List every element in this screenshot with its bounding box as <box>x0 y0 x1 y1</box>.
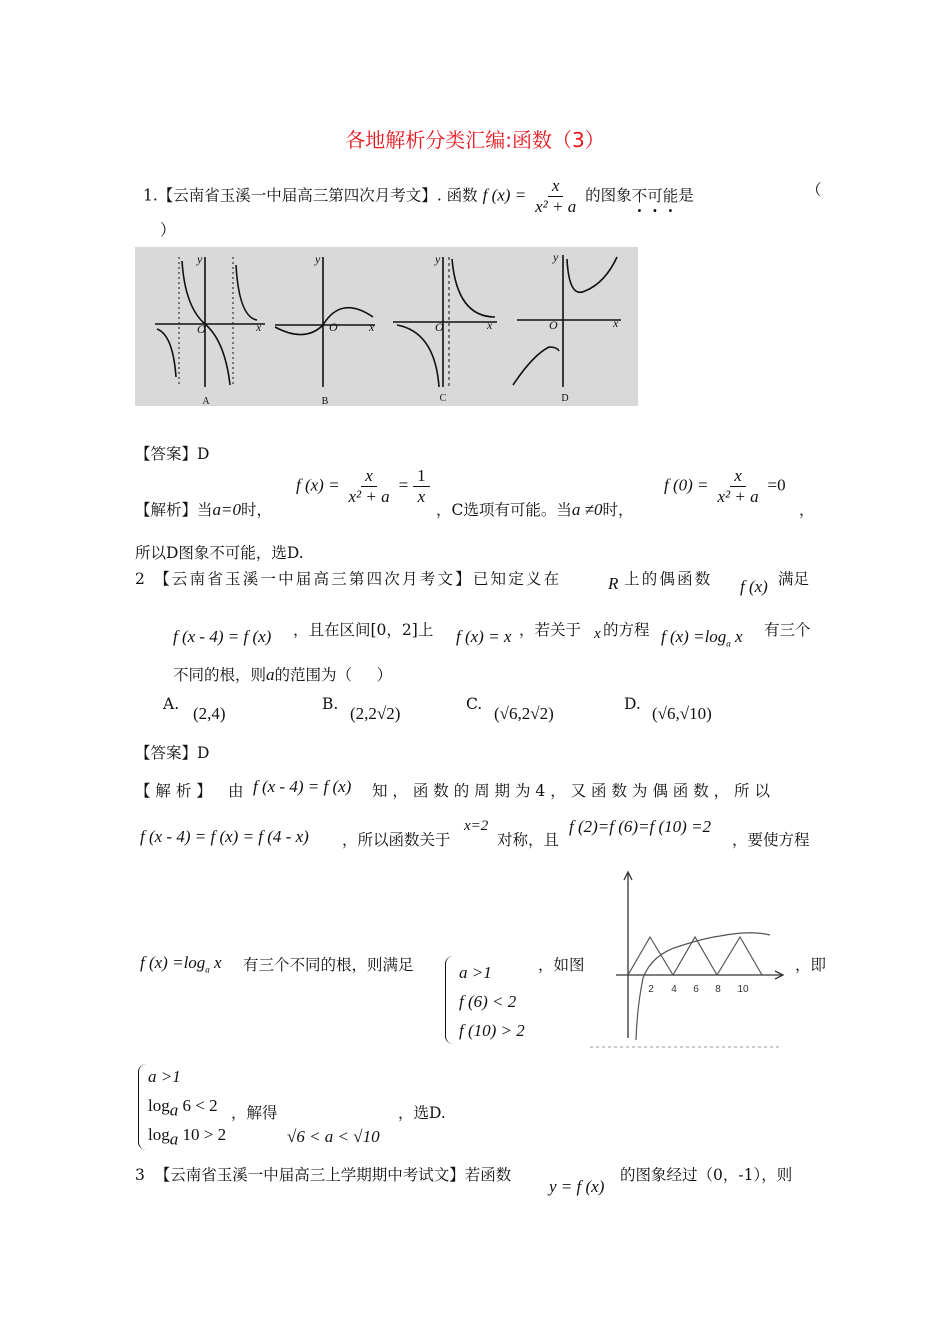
q2-sys2-row3 <box>148 1125 226 1149</box>
q2-option-c-label: C. <box>466 695 483 713</box>
q1-emph-2: 可 <box>647 186 663 205</box>
q2-eq-base: a <box>726 638 731 649</box>
q1-eq1-mid: = <box>398 475 409 495</box>
q2-sys1-row1: a >1 <box>459 963 492 982</box>
q2-option-a-value: (2,4) <box>193 704 226 723</box>
q2-line1 <box>135 567 561 589</box>
graph-label-b: B <box>321 396 329 406</box>
q2-graph-tick-6: 6 <box>693 984 699 995</box>
q2-an-c: ，所以函数关于 <box>342 831 451 849</box>
q1-stem-b: 的图象 <box>585 186 632 205</box>
q1-cond2: a ≠0 <box>571 500 603 519</box>
q2-option-d-label: D. <box>624 695 641 713</box>
q2-sys1-row3: f (10) > 2 <box>459 1021 525 1040</box>
q2-graph <box>590 868 790 1050</box>
q3-line1 <box>135 1163 511 1185</box>
q2-cond: f (x - 4) = f (x) <box>173 627 272 646</box>
q1-fx: f (x) = <box>482 185 527 205</box>
q1-frac-den: x² + a <box>535 197 577 216</box>
graph-label-a: A <box>202 396 210 406</box>
q3-number: 3 <box>135 1166 145 1184</box>
q2-eq-main: f (x) =log <box>661 627 727 646</box>
q1-analysis-mid <box>436 498 633 520</box>
q2-an-f: 有三个不同的根，则满足 <box>243 956 414 974</box>
q2-an-eq4-arg: x <box>209 953 222 972</box>
q1-answer-label: 【答案】 <box>135 445 198 463</box>
page-title: 各地解析分类汇编:函数（3） <box>345 128 605 152</box>
q2-stem-b: 上的偶函数 <box>624 570 713 588</box>
q3-stem-a: 若函数 <box>464 1166 512 1184</box>
q1-eq1-num2: 1 <box>413 466 430 487</box>
q1-eq1-frac2 <box>413 466 430 507</box>
q2-sys2-row3-base: a <box>169 1129 179 1149</box>
q2-an-h: ，即 <box>795 956 827 974</box>
q2-an-g: ，如图 <box>538 956 585 974</box>
q2-stem-c: 满足 <box>778 570 810 588</box>
q2-eq-arg: x <box>730 627 743 646</box>
graph-d-x: x <box>613 316 619 330</box>
graph-label-c: C <box>439 393 447 404</box>
q1-frac-num: x <box>548 176 564 197</box>
q2-an-eq3: f (2)=f (6)=f (10) =2 <box>569 817 712 836</box>
q1-eq1-frac <box>345 466 394 507</box>
graph-c-o: O <box>435 320 444 334</box>
q1-stem: . 函数 <box>436 186 478 205</box>
q2-option-c-value: (√6,2√2) <box>494 704 554 723</box>
q2-sys2-row2-log: log <box>148 1096 170 1115</box>
q2-option-b-label: B. <box>322 695 339 713</box>
q1-analysis-label-group <box>135 498 272 520</box>
q1-figure <box>135 247 638 406</box>
q2-an-b: 知 ， 函 数 的 周 期 为 4 ， 又 函 数 为 偶 函 数 ， 所 以 <box>372 782 770 800</box>
q1-eq1 <box>296 466 430 507</box>
q2-sys1-brace <box>445 956 458 1044</box>
q2-graph-log-curve <box>636 933 770 1040</box>
q2-stem-e: ，若关于 <box>519 621 582 639</box>
q2-answer <box>135 741 209 763</box>
q1-stem-c: 是 <box>678 186 694 205</box>
graph-b-o: O <box>329 320 338 334</box>
q2-an-eq4 <box>140 953 222 974</box>
graph-c-y: y <box>435 252 441 266</box>
q2-graph-tick-10: 10 <box>737 984 749 995</box>
q1-eq2-num: x <box>730 466 746 487</box>
q2-stem-d: ，且在区间[0，2]上 <box>293 621 434 639</box>
q1-eq1-den2: x <box>417 487 426 506</box>
q2-r: R <box>608 574 619 593</box>
graph-d-o: O <box>549 318 558 332</box>
q1-eq2-frac <box>713 466 762 507</box>
q1-paren-open: （ <box>806 181 822 199</box>
q1-analysis-text-d: 时， <box>602 501 634 519</box>
q2-stem-g: 有三个 <box>764 621 811 639</box>
q3-stem-b: 的图象经过（0，-1），则 <box>620 1166 793 1184</box>
q2-an-eq2: f (x - 4) = f (x) = f (4 - x) <box>140 827 309 846</box>
q2-stem-j: ） <box>376 666 393 684</box>
q2-analysis-label: 【 解 析 】 <box>135 782 212 800</box>
q1-paren-close: ） <box>160 221 176 239</box>
q2-option-d-value: (√6,√10) <box>652 704 712 723</box>
q1-eq2 <box>664 466 786 507</box>
q2-an-i: ，解得 <box>231 1104 278 1122</box>
graph-a-x: x <box>256 320 262 334</box>
q1-eq2-lhs: f (0) = <box>664 475 709 495</box>
q1-answer-value: D <box>197 445 210 463</box>
graph-d-y: y <box>553 250 559 264</box>
q1-eq1-lhs: f (x) = <box>296 475 340 495</box>
q2-def: f (x) = x <box>456 627 512 646</box>
q2-an-d: 对称，且 <box>497 831 560 849</box>
q1-analysis-text-a: 当 <box>197 501 213 519</box>
graph-a-o: O <box>197 322 206 336</box>
q1-analysis-text-e: ， <box>799 501 815 519</box>
q2-an-eq1: f (x - 4) = f (x) <box>253 777 352 796</box>
q1-analysis-text-c: ，C选项有可能。当 <box>436 501 572 519</box>
q1-eq2-den: x² + a <box>717 487 759 506</box>
q1-number: 1. <box>143 186 158 205</box>
q2-an-e: ，要使方程 <box>732 831 810 849</box>
graph-c-x: x <box>487 318 493 332</box>
q2-sys2-row3-log: log <box>148 1125 170 1144</box>
q1-emph-1: 不 <box>631 186 648 205</box>
graph-a-y: y <box>197 252 203 266</box>
q2-graph-tick-4: 4 <box>671 984 677 995</box>
q3-source: 【云南省玉溪一中届高三上学期期中考试文】 <box>154 1166 465 1184</box>
q1-eq2-rhs: =0 <box>767 475 786 495</box>
q2-graph-tick-8: 8 <box>715 984 721 995</box>
q2-option-a-label: A. <box>163 695 180 713</box>
q2-eq <box>661 627 743 648</box>
q2-an-eq4-base: a <box>205 964 210 975</box>
q2-stem-i: 的范围为（ <box>274 666 353 684</box>
q3-fx: y = f (x) <box>549 1177 605 1196</box>
q2-number: 2 <box>135 570 148 588</box>
q2-sys2-row2-base: a <box>169 1100 179 1120</box>
q2-source: 【云南省玉溪一中届高三第四次月考文】 <box>154 570 473 588</box>
q2-sys1-row2: f (6) < 2 <box>459 992 517 1011</box>
q1-analysis-label: 【解析】 <box>135 501 198 519</box>
q2-line3 <box>173 663 392 685</box>
q2-option-b-value: (2,2√2) <box>350 704 401 723</box>
q1-line <box>143 176 694 217</box>
q2-x: x <box>594 626 601 642</box>
q1-analysis-conclusion: 所以D图象不可能，选D. <box>135 544 304 562</box>
q2-stem-a: 已知定义在 <box>472 570 562 588</box>
q1-cond1: a=0 <box>212 500 242 519</box>
q2-sys2-row2-tail: 6 < 2 <box>178 1096 218 1115</box>
q2-graph-tick-2: 2 <box>648 984 654 995</box>
q2-sys2-row2 <box>148 1096 218 1120</box>
graph-b-x: x <box>369 320 375 334</box>
q2-an-eq4-main: f (x) =log <box>140 953 206 972</box>
q2-answer-value: D <box>197 744 210 762</box>
q2-sys2-row3-tail: 10 > 2 <box>178 1125 227 1144</box>
graph-label-d: D <box>561 393 569 404</box>
q1-fraction <box>531 176 580 217</box>
q1-eq1-num: x <box>361 466 377 487</box>
q2-result: √6 < a < √10 <box>287 1127 380 1146</box>
q1-analysis-text-b: 时， <box>241 501 273 519</box>
q1-eq1-den: x² + a <box>348 487 390 506</box>
q2-graph-periodic-line <box>628 937 762 975</box>
graph-b-y: y <box>315 252 321 266</box>
q2-a: a <box>266 665 275 684</box>
q2-fx: f (x) <box>740 577 768 596</box>
q2-answer-label: 【答案】 <box>135 744 198 762</box>
q2-an-j: ，选D. <box>398 1104 446 1122</box>
q2-sys2-row1: a >1 <box>148 1067 181 1086</box>
q2-stem-h: 不同的根，则 <box>173 666 267 684</box>
q2-an-a: 由 <box>228 782 244 800</box>
q1-answer <box>135 442 209 464</box>
q2-an-sym: x=2 <box>464 818 489 834</box>
q1-emph-3: 能 <box>662 186 679 205</box>
q2-stem-f: 的方程 <box>603 621 650 639</box>
q1-source: 【云南省玉溪一中届高三第四次月考文】 <box>157 186 437 205</box>
